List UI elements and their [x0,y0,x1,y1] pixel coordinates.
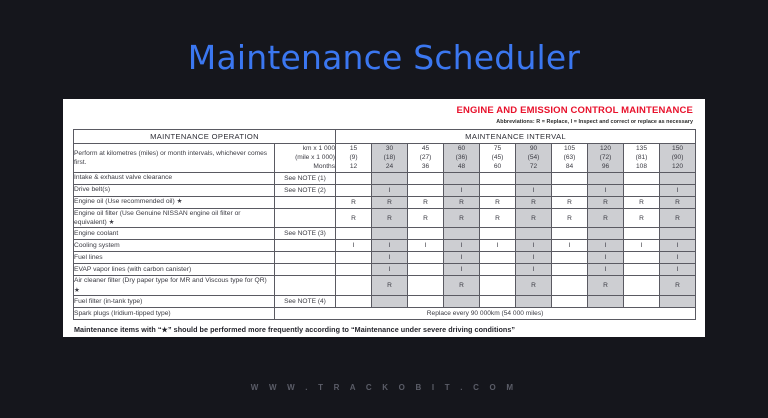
interval-value-cell: I [444,264,480,276]
table-row [74,228,696,240]
interval-value-cell: I [480,240,516,252]
card-heading: ENGINE AND EMISSION CONTROL MAINTENANCE [456,105,693,116]
interval-months: 108 [636,163,648,171]
interval-value-cell: R [336,196,372,208]
interval-value-cell [588,228,624,240]
operation-note [275,252,336,264]
interval-column-header [372,144,408,173]
interval-months: 24 [385,163,394,171]
interval-value-cell: R [480,208,516,228]
interval-value-cell: I [660,240,696,252]
interval-value-cell [516,296,552,308]
interval-value-cell: I [660,252,696,264]
interval-value-cell [336,276,372,296]
interval-km: 150 [672,145,684,152]
interval-value-cell: I [660,264,696,276]
interval-months: 120 [672,163,684,171]
interval-mile: (18) [383,154,396,162]
interval-value-cell [444,296,480,308]
interval-value-cell: R [660,276,696,296]
operation-name: Engine oil (Use recommended oil) ★ [74,196,275,208]
severe-conditions-star-icon: ★ [176,198,183,206]
interval-value-cell [408,184,444,196]
interval-value-cell [624,228,660,240]
header-maintenance-interval: MAINTENANCE INTERVAL [336,130,696,144]
interval-mile: (90) [671,154,684,162]
interval-value-cell: R [660,196,696,208]
interval-value-cell: I [516,252,552,264]
operation-name: Drive belt(s) [74,184,275,196]
interval-value-cell [372,172,408,184]
interval-column-header [660,144,696,173]
interval-value-cell [624,184,660,196]
operation-name: Cooling system [74,240,275,252]
interval-mile: (81) [635,154,648,162]
interval-value-cell [480,276,516,296]
header-maintenance-operation: MAINTENANCE OPERATION [74,130,336,144]
interval-km: 30 [385,145,394,152]
interval-value-cell: R [444,208,480,228]
interval-value-cell: I [588,264,624,276]
interval-value-cell [480,296,516,308]
unit-mile: (mile x 1 000) [295,154,336,162]
interval-value-cell [552,264,588,276]
interval-value-cell [408,264,444,276]
unit-months: Months [313,163,336,171]
operation-note: See NOTE (1) [275,172,336,184]
interval-value-cell [408,252,444,264]
severe-conditions-star-icon: ★ [74,286,80,294]
interval-value-cell: R [588,276,624,296]
interval-km: 75 [493,145,502,152]
maintenance-schedule-card [63,99,705,337]
interval-column-header [552,144,588,173]
table-row [74,276,696,296]
interval-mile: (54) [527,154,540,162]
table-row [74,252,696,264]
interval-value-cell [480,184,516,196]
interval-value-cell: R [516,276,552,296]
interval-value-cell [336,296,372,308]
interval-column-header [336,144,372,173]
page-title: Maintenance Scheduler [187,38,581,77]
interval-months: 48 [457,163,466,171]
interval-value-cell: I [516,184,552,196]
interval-value-cell: R [336,208,372,228]
interval-mile: (27) [419,154,432,162]
interval-value-cell [624,172,660,184]
interval-km: 15 [349,145,358,152]
operation-name: EVAP vapor lines (with carbon canister) [74,264,275,276]
interval-value-cell: I [624,240,660,252]
interval-value-cell: R [516,208,552,228]
table-row [74,208,696,228]
operation-name: Engine coolant [74,228,275,240]
interval-value-cell [660,296,696,308]
operation-note: See NOTE (3) [275,228,336,240]
interval-value-cell [408,296,444,308]
interval-value-cell [336,228,372,240]
operation-note [275,208,336,228]
interval-value-cell [552,172,588,184]
interval-value-cell: R [552,196,588,208]
interval-value-cell [624,252,660,264]
interval-value-cell [588,172,624,184]
interval-mile: (36) [455,154,468,162]
interval-value-cell [372,228,408,240]
interval-value-cell [444,228,480,240]
interval-value-cell: R [624,196,660,208]
interval-months: 72 [529,163,538,171]
interval-km: 90 [529,145,538,152]
interval-value-cell [480,228,516,240]
table-row [74,184,696,196]
interval-value-cell [516,172,552,184]
interval-value-cell [552,252,588,264]
operation-name: Spark plugs (Iridium-tipped type) [74,308,275,320]
interval-value-cell: I [372,252,408,264]
interval-value-cell [552,276,588,296]
interval-value-cell [408,276,444,296]
interval-value-cell: R [372,208,408,228]
operation-name: Fuel filter (in-tank type) [74,296,275,308]
interval-mile: (72) [599,154,612,162]
interval-column-header [624,144,660,173]
interval-km: 135 [636,145,648,152]
interval-value-cell [552,296,588,308]
table-row [74,240,696,252]
card-header [73,105,695,127]
interval-value-cell: R [444,196,480,208]
interval-value-cell [408,228,444,240]
interval-value-cell: I [372,184,408,196]
interval-value-cell: I [516,240,552,252]
interval-value-cell [444,172,480,184]
interval-value-cell [336,184,372,196]
operation-name: Engine oil filter (Use Genuine NISSAN engine oil filter or equivalent) ★ [74,208,275,228]
interval-value-cell: R [660,208,696,228]
interval-value-cell: R [588,196,624,208]
maintenance-schedule-table [73,129,696,320]
interval-value-cell: R [372,276,408,296]
site-watermark: W W W . T R A C K O B I T . C O M [250,383,518,392]
table-row [74,296,696,308]
interval-months: 12 [349,163,358,171]
interval-value-cell: I [372,240,408,252]
interval-value-cell: I [588,184,624,196]
operation-note: See NOTE (2) [275,184,336,196]
interval-value-cell: I [336,240,372,252]
interval-mile: (45) [491,154,504,162]
interval-value-cell: I [444,184,480,196]
operation-name: Fuel lines [74,252,275,264]
interval-value-cell [552,184,588,196]
interval-value-cell [624,276,660,296]
operation-name: Air cleaner filter (Dry paper type for MR and Viscous type for QR) ★ [74,276,275,296]
operation-name: Intake & exhaust valve clearance [74,172,275,184]
table-row-spark-plugs [74,308,696,320]
interval-value-cell: R [444,276,480,296]
interval-column-header [408,144,444,173]
interval-value-cell [552,228,588,240]
interval-column-header [444,144,480,173]
operation-note [275,276,336,296]
table-row [74,264,696,276]
interval-km: 60 [457,145,466,152]
interval-value-cell [624,296,660,308]
operation-note [275,264,336,276]
interval-description: Perform at kilometres (miles) or month intervals, whichever comes first. [74,144,275,173]
operation-note: See NOTE (4) [275,296,336,308]
interval-value-cell: I [588,240,624,252]
interval-value-cell: R [624,208,660,228]
table-row [74,172,696,184]
interval-value-cell [588,296,624,308]
interval-value-cell [408,172,444,184]
interval-value-cell: R [552,208,588,228]
interval-value-cell: I [660,184,696,196]
table-interval-legend-row [74,144,696,173]
interval-value-cell: I [444,240,480,252]
interval-column-header [516,144,552,173]
interval-km: 120 [600,145,612,152]
interval-value-cell: I [408,240,444,252]
table-footnote: Maintenance items with “★” should be performed more frequently according to “Maintenance under severe driving conditions” [74,325,516,335]
operation-note [275,196,336,208]
interval-value-cell: R [372,196,408,208]
operation-note [275,240,336,252]
interval-value-cell [660,228,696,240]
interval-value-cell: I [588,252,624,264]
interval-value-cell [336,264,372,276]
interval-value-cell: R [588,208,624,228]
interval-value-cell: R [408,208,444,228]
interval-months: 96 [601,163,610,171]
interval-units [275,144,336,173]
spark-plug-replacement-text: Replace every 90 000km (54 000 miles) [275,308,696,320]
interval-mile: (9) [349,154,358,162]
unit-km: km x 1 000 [302,145,336,152]
interval-months: 36 [421,163,430,171]
table-row [74,196,696,208]
interval-value-cell: I [444,252,480,264]
interval-value-cell [516,228,552,240]
interval-months: 60 [493,163,502,171]
interval-km: 45 [421,145,430,152]
interval-value-cell [660,172,696,184]
interval-value-cell: I [552,240,588,252]
interval-value-cell [480,264,516,276]
interval-mile: (63) [563,154,576,162]
interval-value-cell: R [480,196,516,208]
interval-months: 84 [565,163,574,171]
interval-value-cell [336,252,372,264]
table-group-header-row [74,130,696,144]
interval-column-header [588,144,624,173]
interval-value-cell [480,172,516,184]
interval-value-cell: I [516,264,552,276]
interval-column-header [480,144,516,173]
interval-value-cell [336,172,372,184]
interval-value-cell [372,296,408,308]
severe-conditions-star-icon: ★ [108,219,115,227]
abbreviations-note: Abbreviations: R = Replace, I = Inspect and correct or replace as necessary [496,119,693,125]
interval-value-cell [480,252,516,264]
interval-value-cell: I [372,264,408,276]
interval-value-cell [624,264,660,276]
interval-value-cell: R [516,196,552,208]
interval-km: 105 [564,145,576,152]
interval-value-cell: R [408,196,444,208]
